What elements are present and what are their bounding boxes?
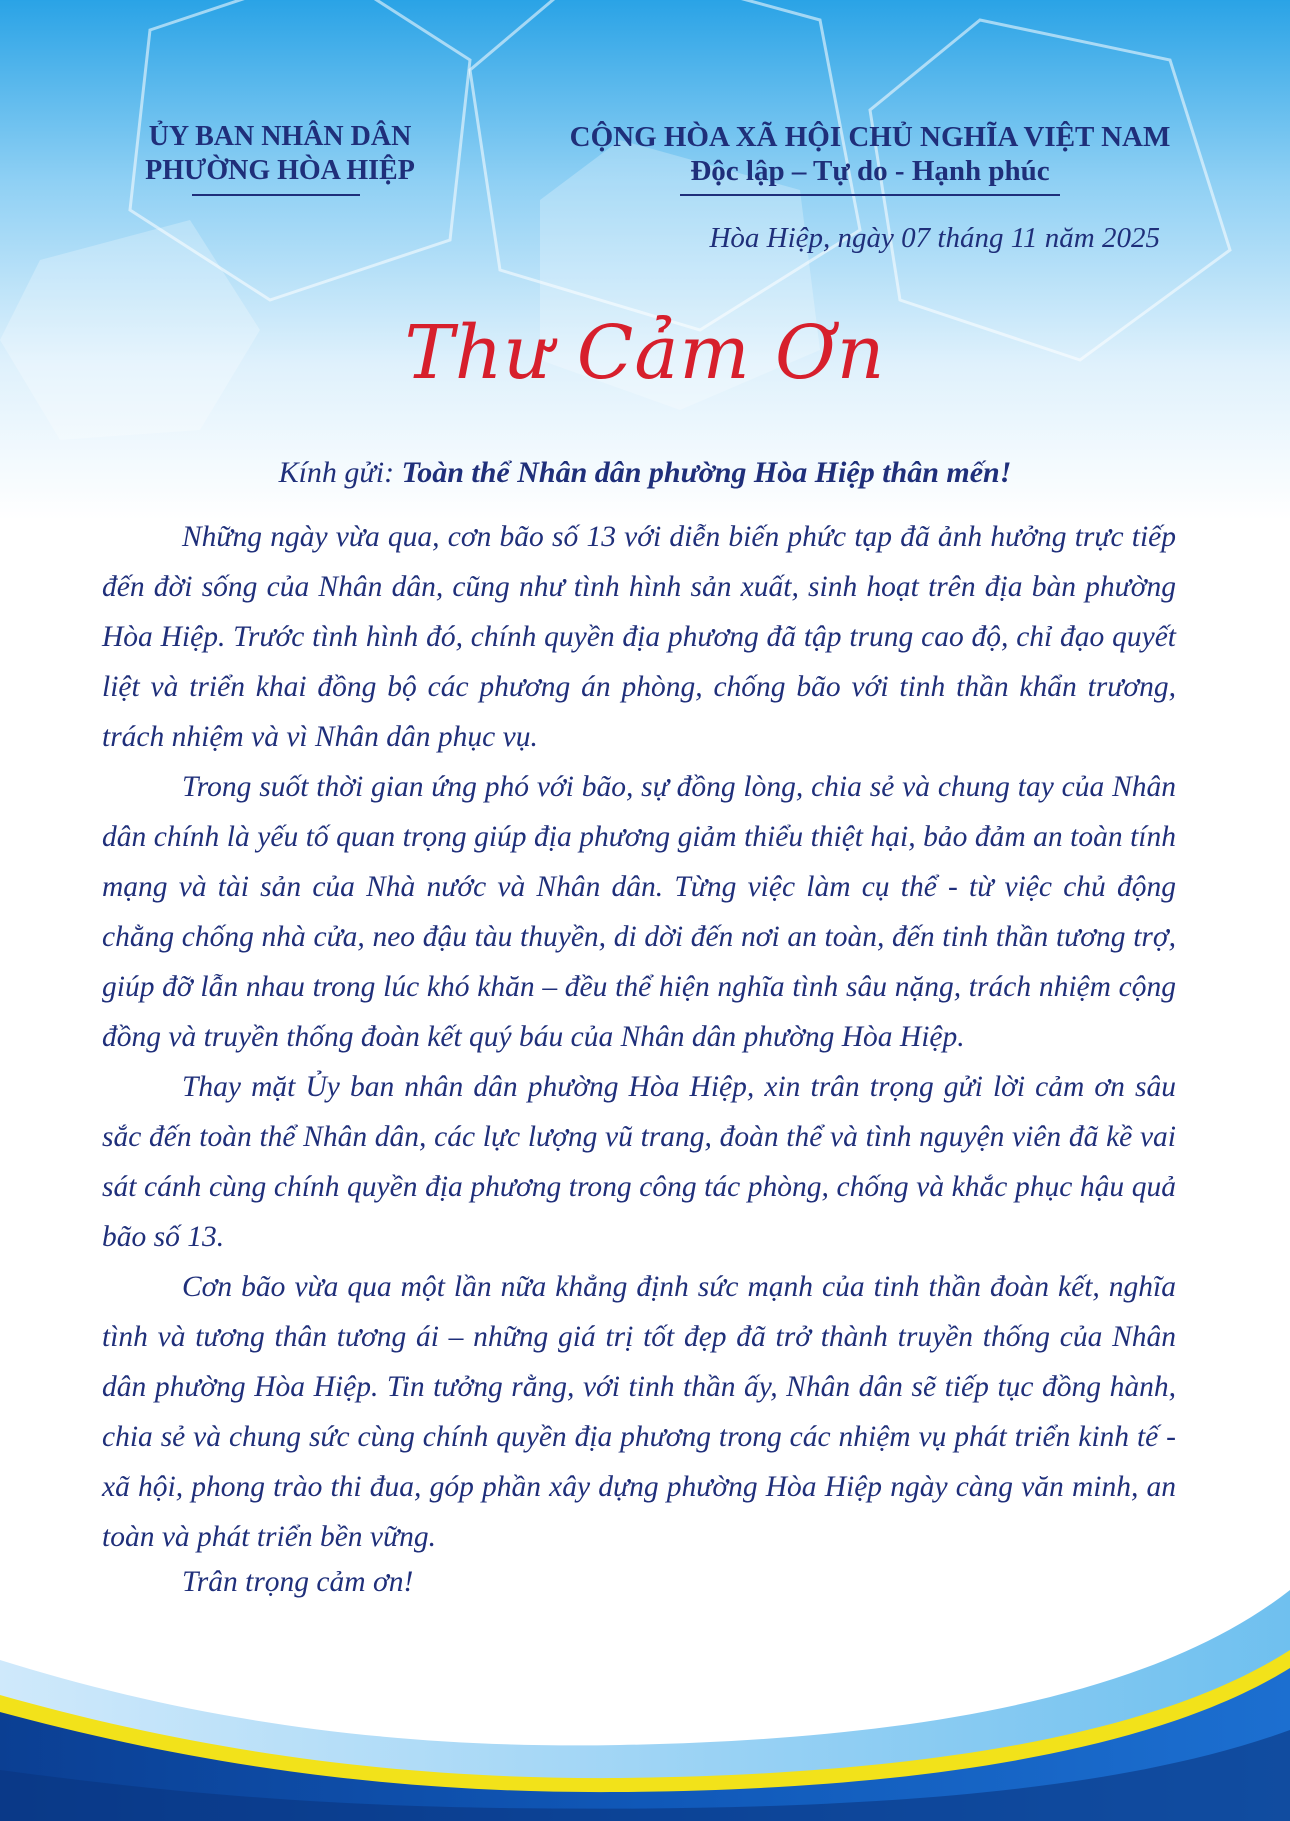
agency-line1: ỦY BAN NHÂN DÂN <box>148 121 412 152</box>
closing-line: Trân trọng cảm ơn! <box>182 1566 414 1598</box>
salutation-recipient: Toàn thể Nhân dân phường Hòa Hiệp thân mến! <box>401 456 1012 489</box>
paragraph: Những ngày vừa qua, cơn bão số 13 với diễn biến phức tạp đã ảnh hưởng trực tiếp đến đời sống của Nhân dân, cũng như tình hình sản xuất, sinh hoạt trên địa bàn phường Hòa Hiệp. Trước tình hình đó, chính quyền địa phương đã tập trung cao độ, chỉ đạo quyết liệt và triển khai đồng bộ các phương án phòng, chống bão với tinh thần khẩn trương, trách nhiệm và vì Nhân dân phục vụ. <box>102 521 1176 753</box>
agency-underline <box>192 194 360 196</box>
country-name: CỘNG HÒA XÃ HỘI CHỦ NGHĨA VIỆT NAM <box>569 121 1171 153</box>
document-date: Hòa Hiệp, ngày 07 tháng 11 năm 2025 <box>709 222 1160 254</box>
salutation <box>0 456 1290 490</box>
motto-underline <box>680 194 1060 196</box>
national-motto <box>520 120 1220 188</box>
agency-line2: PHƯỜNG HÒA HIỆP <box>145 155 415 186</box>
agency-name <box>100 120 460 188</box>
motto: Độc lập – Tự do - Hạnh phúc <box>690 155 1050 187</box>
paragraph: Trong suốt thời gian ứng phó với bão, sự đồng lòng, chia sẻ và chung tay của Nhân dân chính là yếu tố quan trọng giúp địa phương giảm thiểu thiệt hại, bảo đảm an toàn tính mạng và tài sản của Nhà nước và Nhân dân. Từng việc làm cụ thể - từ việc chủ động chằng chống nhà cửa, neo đậu tàu thuyền, di dời đến nơi an toàn, đến tinh thần tương trợ, giúp đỡ lẫn nhau trong lúc khó khăn – đều thể hiện nghĩa tình sâu nặng, trách nhiệm cộng đồng và truyền thống đoàn kết quý báu của Nhân dân phường Hòa Hiệp. <box>102 771 1176 1053</box>
paragraph: Cơn bão vừa qua một lần nữa khẳng định sức mạnh của tinh thần đoàn kết, nghĩa tình và tương thân tương ái – những giá trị tốt đẹp đã trở thành truyền thống của Nhân dân phường Hòa Hiệp. Tin tưởng rằng, với tinh thần ấy, Nhân dân sẽ tiếp tục đồng hành, chia sẻ và chung sức cùng chính quyền địa phương trong các nhiệm vụ phát triển kinh tế - xã hội, phong trào thi đua, góp phần xây dựng phường Hòa Hiệp ngày càng văn minh, an toàn và phát triển bền vững. <box>102 1271 1176 1553</box>
page-title: Thư Cảm Ơn <box>404 310 886 396</box>
salutation-prefix: Kính gửi: <box>278 456 395 489</box>
paragraph: Thay mặt Ủy ban nhân dân phường Hòa Hiệp, xin trân trọng gửi lời cảm ơn sâu sắc đến toàn thể Nhân dân, các lực lượng vũ trang, đoàn thể và tình nguyện viên đã kề vai sát cánh cùng chính quyền địa phương trong công tác phòng, chống và khắc phục hậu quả bão số 13. <box>102 1071 1176 1253</box>
letter-body <box>102 512 1176 1562</box>
